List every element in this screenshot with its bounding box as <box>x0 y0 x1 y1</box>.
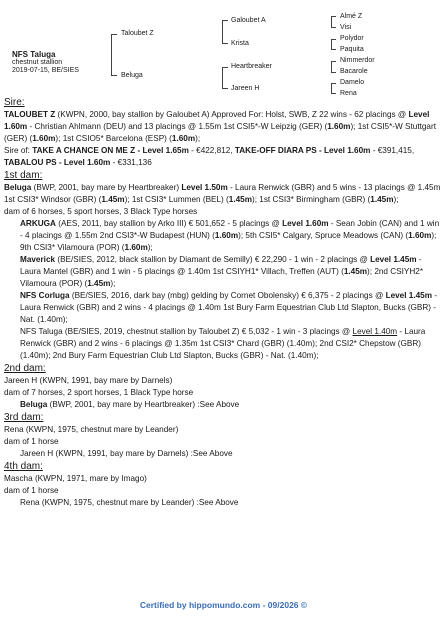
text: - Laura Renwick (GBR) and 2 wins - 4 placings @ 1.40m 1st Bury Farm Equestrian Club Ltd Slapton, Bucks (GBR) - Nat. (1.40m); <box>20 291 438 324</box>
text: - Christian Ahlmann (DEU) and 13 placings @ 1.55m 1st CSI5*-W Leipzig (GER) ( <box>27 122 328 131</box>
text: ); <box>110 279 116 288</box>
line <box>222 67 228 68</box>
pedigree-g3[interactable]: Nimmerdor <box>340 57 375 64</box>
height: 1.60m <box>327 122 351 131</box>
text: ); 1st CSI3* Birmingham (GBR) ( <box>252 195 371 204</box>
text: - Sean Jobin (CAN) and 1 win - 4 placings @ 1.55m 2nd CSI3*-W Budapest (HUN) ( <box>20 219 440 240</box>
subject-info: 2019-07-15, BE/SIES <box>12 67 79 74</box>
pedigree-g3[interactable]: Visi <box>340 24 352 31</box>
height: 1.45m <box>101 195 125 204</box>
offspring-3[interactable]: TABALOU PS - Level 1.60m <box>4 158 111 167</box>
sire-paragraph <box>4 109 442 145</box>
pedigree-dd[interactable]: Jareen H <box>231 85 260 92</box>
offspring-1[interactable]: TAKE A CHANCE ON ME Z - Level 1.65m <box>32 146 189 155</box>
line <box>331 72 336 73</box>
pedigree-g3[interactable]: Paquita <box>340 46 364 53</box>
line <box>111 34 112 76</box>
height: 1.45m <box>228 195 252 204</box>
text: ); 1st CSIO5* Barcelona (ESP) ( <box>55 134 172 143</box>
pedigree-tree <box>0 0 447 100</box>
text: - Laura Mantel (GBR) and 1 win - 5 placings @ 1.40m 1st CSIYH1* Villach, Treffen (AUT) ( <box>20 255 422 276</box>
level: Level 1.45m <box>370 255 417 264</box>
text: (BE/SIES, 2012, black stallion by Diamant de Semilly) € 22,290 - 1 win - 2 placings @ <box>55 255 371 264</box>
text: (BWP, 2001, bay mare by Heartbreaker) <box>31 183 182 192</box>
text: (KWPN, 2000, bay stallion by Galoubet A) Approved For: Holst, SWB, Z 22 wins - 62 placings @ <box>55 110 409 119</box>
text: - €422,812, <box>188 146 235 155</box>
text: ); <box>195 134 201 143</box>
dam4-heading: 4th dam: <box>4 461 43 472</box>
subject-name: NFS Taluga <box>12 50 56 59</box>
dam3-progeny[interactable]: Jareen H (KWPN, 1991, bay mare by Darnels) :See Above <box>20 449 233 458</box>
level: Level 1.45m <box>385 291 432 300</box>
line <box>222 88 228 89</box>
dam1-heading: 1st dam: <box>4 170 43 181</box>
level: Level 1.40m <box>352 327 398 336</box>
progeny-name[interactable]: Beluga <box>20 400 48 409</box>
dam4-summary: dam of 1 horse <box>4 486 59 495</box>
text: ); <box>147 243 153 252</box>
dam3-line[interactable]: Rena (KWPN, 1975, chestnut mare by Leander) <box>4 425 179 434</box>
dam2-summary: dam of 7 horses, 2 sport horses, 1 Black Type horse <box>4 388 194 397</box>
subject-desc: chestnut stallion <box>12 59 63 66</box>
text: (BE/SIES, 2019, chestnut stallion by Taloubet Z) € 5,032 - 1 win - 3 placings @ <box>62 327 353 336</box>
progeny-maverick <box>4 254 442 290</box>
progeny-name[interactable]: NFS Corluga <box>20 291 70 300</box>
progeny-name[interactable]: NFS Taluga <box>20 327 63 336</box>
progeny-corluga <box>4 290 442 326</box>
dam1-name[interactable]: Beluga <box>4 183 32 192</box>
pedigree-sd[interactable]: Krista <box>231 40 249 47</box>
sire-heading: Sire: <box>4 97 25 108</box>
text: ); 9th CSI3* Vilamoura (POR) ( <box>20 231 437 252</box>
line <box>331 27 336 28</box>
sire-name[interactable]: TALOUBET Z <box>4 110 56 119</box>
line <box>222 43 228 44</box>
line <box>331 49 336 50</box>
line <box>111 34 117 35</box>
line <box>331 83 336 84</box>
line <box>331 16 336 17</box>
text: (BE/SIES, 2016, dark bay (mbg) gelding by Cornet Obolensky) € 6,375 - 2 placings @ <box>69 291 386 300</box>
text: - Laura Renwick (GBR) and 2 wins - 6 placings @ 1.35m 1st CSI3* Chard (GBR) (1.40m); 2nd CSI2* Chepstow (GBR) (1.40m); 2nd Bury Farm Equestrian Club Ltd Slapton, Bucks (GBR) - Nat. (1.40m); <box>20 327 426 360</box>
pedigree-dam[interactable]: Beluga <box>121 72 143 79</box>
height: 1.60m <box>124 243 148 252</box>
pedigree-sire[interactable]: Taloubet Z <box>121 30 154 37</box>
text: ); 1st CSI3* Lummen (BEL) ( <box>124 195 229 204</box>
pedigree-g3[interactable]: Damelo <box>340 79 365 86</box>
text: ); 5th CSI5* Calgary, Spruce Meadows (CAN) ( <box>238 231 409 240</box>
dam1-paragraph <box>4 182 442 206</box>
dam1-summary: dam of 6 horses, 5 sport horses, 3 Black Type horses <box>4 207 198 216</box>
line <box>331 39 336 40</box>
height: 1.60m <box>171 134 196 143</box>
height: 1.45m <box>370 195 394 204</box>
certification-footer[interactable]: Certified by hippomundo.com - 09/2026 © <box>139 600 308 610</box>
level: Level 1.50m <box>181 183 228 192</box>
pedigree-text <box>4 96 442 509</box>
progeny-taluga <box>4 326 442 362</box>
line <box>111 75 117 76</box>
dam4-progeny[interactable]: Rena (KWPN, 1975, chestnut mare by Leander) :See Above <box>20 498 239 507</box>
text: ); 2nd CSIYH2* Vilamoura (POR) ( <box>20 267 424 288</box>
sire-of-paragraph <box>4 145 442 169</box>
pedigree-ss[interactable]: Galoubet A <box>231 17 266 24</box>
line <box>331 61 336 62</box>
line <box>222 20 223 44</box>
pedigree-g3[interactable]: Bacarole <box>340 68 368 75</box>
line <box>222 20 228 21</box>
line <box>222 67 223 89</box>
text: - €391,415, <box>370 146 415 155</box>
progeny-name[interactable]: Maverick <box>20 255 56 264</box>
level: Level 1.60m <box>4 110 430 131</box>
text: - €331,136 <box>110 158 152 167</box>
dam2-progeny <box>4 399 442 411</box>
height: 1.60m <box>408 231 432 240</box>
dam2-heading: 2nd dam: <box>4 363 46 374</box>
height: 1.45m <box>87 279 111 288</box>
dam3-summary: dam of 1 horse <box>4 437 59 446</box>
pedigree-g3[interactable]: Polydor <box>340 35 364 42</box>
dam2-line[interactable]: Jareen H (KWPN, 1991, bay mare by Darnels) <box>4 376 173 385</box>
dam4-line[interactable]: Mascha (KWPN, 1971, mare by Imago) <box>4 474 147 483</box>
progeny-name[interactable]: ARKUGA <box>20 219 56 228</box>
level: Level 1.60m <box>282 219 329 228</box>
text: - Laura Renwick (GBR) and 5 wins - 13 placings @ 1.45m 1st CSI3* Windsor (GBR) ( <box>4 183 441 204</box>
dam3-heading: 3rd dam: <box>4 412 44 423</box>
pedigree-g3[interactable]: Rena <box>340 90 357 97</box>
text: (BWP, 2001, bay mare by Heartbreaker) :See Above <box>47 400 240 409</box>
height: 1.60m <box>32 134 56 143</box>
height: 1.60m <box>214 231 239 240</box>
pedigree-g3[interactable]: Almé Z <box>340 13 363 20</box>
progeny-arkuga <box>4 218 442 254</box>
text: ); <box>393 195 399 204</box>
subject-block <box>12 51 79 75</box>
text: ); 1st CSI5*-W Stuttgart (GER) ( <box>4 122 436 143</box>
line <box>331 93 336 94</box>
text: Sire of: <box>4 146 33 155</box>
offspring-2[interactable]: TAKE-OFF DIARA PS - Level 1.60m <box>234 146 371 155</box>
pedigree-ds[interactable]: Heartbreaker <box>231 63 272 70</box>
height: 1.45m <box>343 267 368 276</box>
text: (AES, 2011, bay stallion by Arko III) € 501,652 - 5 placings @ <box>55 219 283 228</box>
